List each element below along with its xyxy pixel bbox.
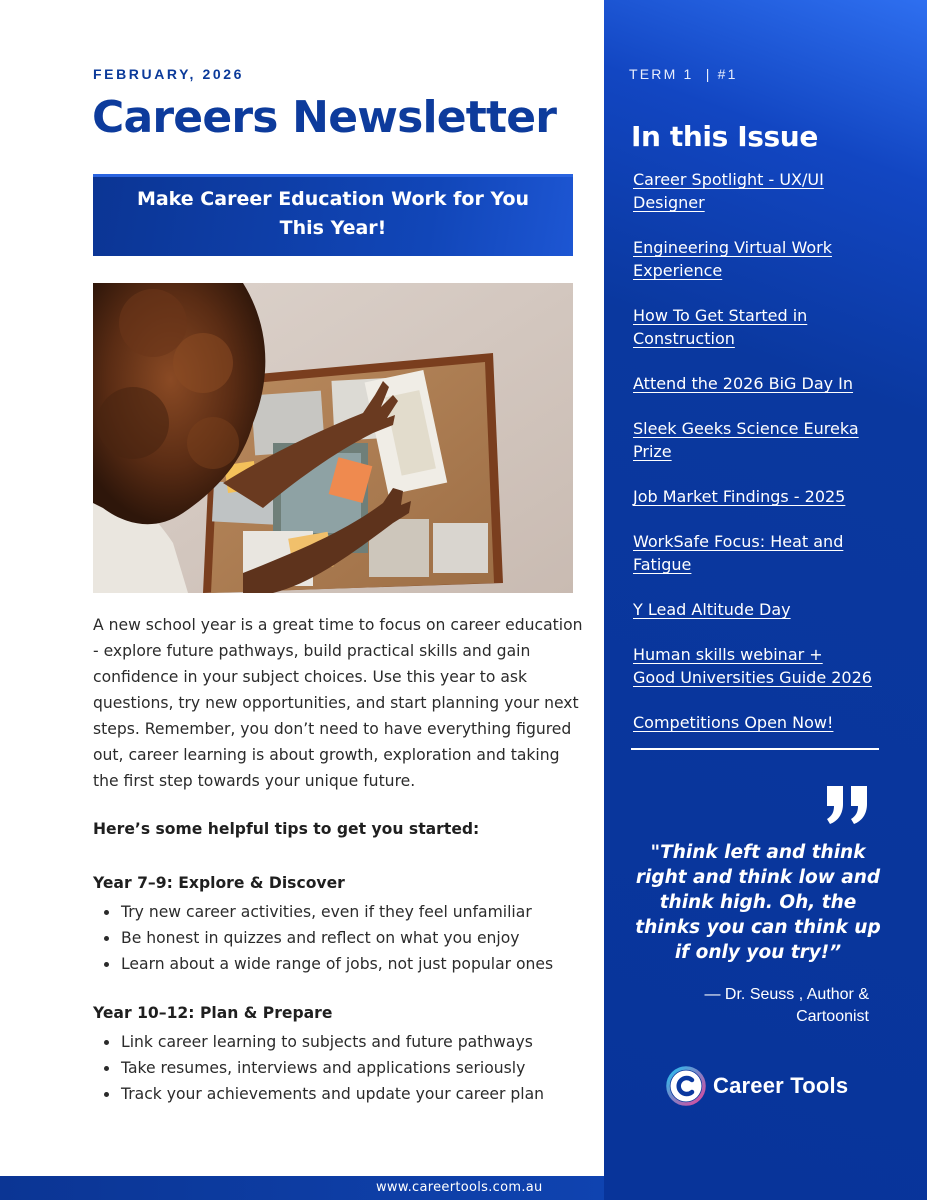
- toc-link-construction[interactable]: [633, 304, 913, 350]
- toc-link-line: Fatigue: [633, 555, 692, 574]
- footer-website-link[interactable]: www.careertools.com.au: [376, 1180, 543, 1195]
- toc-link-y-lead[interactable]: [633, 598, 913, 621]
- toc-link-human-skills[interactable]: [633, 643, 913, 689]
- toc-link-line: Job Market Findings - 2025: [633, 487, 846, 506]
- sidebar: [604, 0, 927, 1200]
- toc-link-line: Career Spotlight - UX/UI: [633, 170, 824, 189]
- toc-link-line: Attend the 2026 BiG Day In: [633, 374, 854, 393]
- toc-link-worksafe[interactable]: [633, 530, 913, 576]
- list-item: Track your achievements and update your career plan: [93, 1081, 593, 1107]
- toc-link-line: WorkSafe Focus: Heat and: [633, 532, 844, 551]
- toc-link-competitions[interactable]: [633, 711, 913, 734]
- quote-mark-icon: [825, 786, 871, 824]
- quote-attribution: [664, 984, 869, 1028]
- toc-link-line: How To Get Started in: [633, 306, 808, 325]
- toc-link-line: Y Lead Altitude Day: [633, 600, 791, 619]
- tips-group-heading-junior: Year 7–9: Explore & Discover: [93, 874, 345, 892]
- tips-group-heading-senior: Year 10–12: Plan & Prepare: [93, 1004, 333, 1022]
- issue-date: FEBRUARY, 2026: [93, 66, 245, 82]
- list-item: Take resumes, interviews and applications seriously: [93, 1055, 593, 1081]
- banner-line-1: Make Career Education Work for You: [136, 188, 530, 210]
- tips-list-senior: [93, 1029, 593, 1107]
- toc-link-line: Experience: [633, 261, 723, 280]
- attribution-line: Cartoonist: [796, 1008, 869, 1025]
- table-of-contents: [633, 168, 913, 734]
- newsletter-title: Careers Newsletter: [92, 92, 557, 143]
- toc-link-line: Competitions Open Now!: [633, 713, 834, 732]
- toc-link-line: Engineering Virtual Work: [633, 238, 832, 257]
- toc-link-career-spotlight[interactable]: [633, 168, 913, 214]
- in-this-issue-heading: In this Issue: [631, 120, 818, 153]
- toc-link-eureka-prize[interactable]: [633, 417, 913, 463]
- toc-link-engineering[interactable]: [633, 236, 913, 282]
- divider: [631, 748, 879, 750]
- toc-link-line: Construction: [633, 329, 735, 348]
- career-tools-brand: [666, 1066, 848, 1106]
- tips-heading: Here’s some helpful tips to get you started:: [93, 820, 480, 838]
- toc-link-line: Sleek Geeks Science Eureka: [633, 419, 859, 438]
- toc-link-line: Human skills webinar +: [633, 645, 823, 664]
- featured-quote: "Think left and think right and think low and think high. Oh, the thinks you can think up if only you try!”: [635, 842, 881, 963]
- tips-list-junior: [93, 899, 593, 977]
- toc-link-line: Prize: [633, 442, 672, 461]
- photo-illustration: [93, 283, 573, 593]
- footer-bar: [0, 1176, 604, 1200]
- term-issue-label: TERM 1 | #1: [629, 66, 738, 82]
- toc-link-line: Designer: [633, 193, 705, 212]
- toc-link-big-day-in[interactable]: [633, 372, 913, 395]
- list-item: Link career learning to subjects and future pathways: [93, 1029, 593, 1055]
- list-item: Try new career activities, even if they feel unfamiliar: [93, 899, 593, 925]
- attribution-line: — Dr. Seuss , Author &: [704, 986, 869, 1003]
- toc-link-job-market[interactable]: [633, 485, 913, 508]
- intro-paragraph: A new school year is a great time to focus on career education - explore future pathways, build practical skills and gain confidence in your subject choices. Use this year to ask questions, try new opportunities, and start planning your next steps. Remember, you don’t need to have everything figured out, career learning is about growth, exploration and taking the first step towards your unique future.: [93, 616, 583, 790]
- list-item: Be honest in quizzes and reflect on what you enjoy: [93, 925, 593, 951]
- career-tools-logo-icon: [666, 1066, 706, 1106]
- headline-banner: [93, 174, 573, 256]
- list-item: Learn about a wide range of jobs, not just popular ones: [93, 951, 593, 977]
- toc-link-line: Good Universities Guide 2026: [633, 668, 872, 687]
- brand-name: Career Tools: [713, 1073, 849, 1098]
- banner-line-2: This Year!: [279, 217, 387, 239]
- vision-board-photo: [93, 283, 573, 593]
